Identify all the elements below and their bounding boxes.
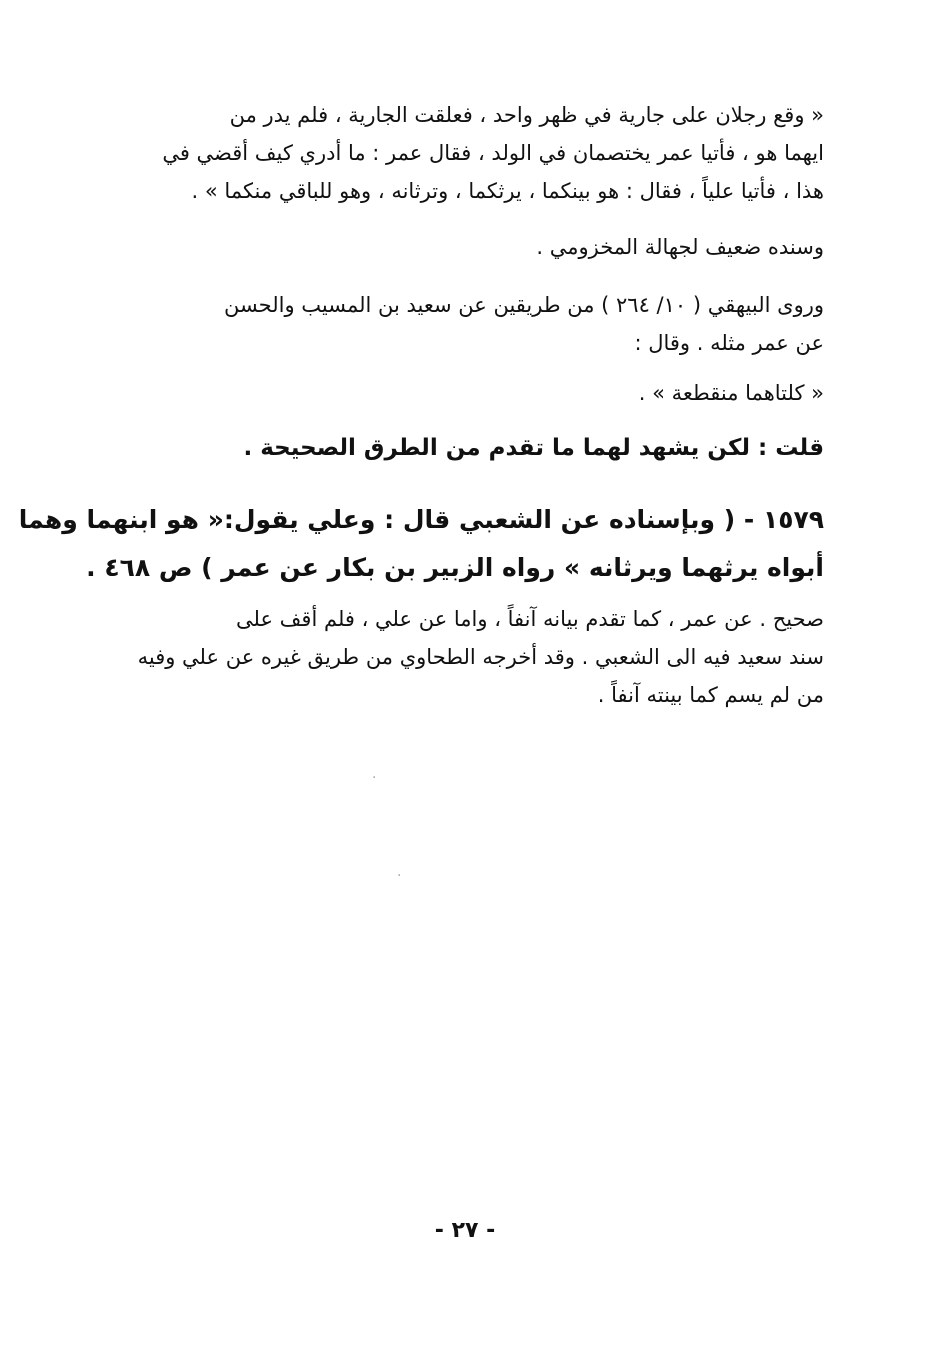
text-line: وروى البيهقي ( ١٠/ ٢٦٤ ) من طريقين عن سعيد بن المسيب والحسن (223, 293, 824, 317)
text-line: « كلتاهما منقطعة » . (638, 381, 824, 405)
text-line: وسنده ضعيف لجهالة المخزومي . (536, 235, 824, 259)
narration-paragraph (144, 96, 824, 210)
text-line: سند سعيد فيه الى الشعبي . وقد أخرجه الطحاوي من طريق غيره عن علي وفيه (137, 645, 824, 669)
text-line: قلت : لكن يشهد لهما ما تقدم من الطرق الصحيحة . (243, 435, 824, 461)
grading-paragraph (137, 600, 824, 714)
text-line: من لم يسم كما بينته آنفاً . (597, 683, 824, 707)
scan-speck: · (372, 770, 377, 786)
hadith-entry-1579 (18, 496, 824, 592)
hadith-line: ١٥٧٩ - ( وبإسناده عن الشعبي قال : وعلي يقول:« هو ابنهما وهما (18, 505, 824, 534)
author-comment-paragraph (144, 426, 824, 470)
isnad-note-paragraph (144, 228, 824, 266)
hadith-line: أبواه يرثهما ويرثانه » رواه الزبير بن بكار عن عمر ) ص ٤٦٨ . (86, 553, 824, 582)
text-line: عن عمر مثله . وقال : (634, 331, 824, 355)
text-line: « وقع رجلان على جارية في ظهر واحد ، فعلقت الجارية ، فلم يدر من (229, 103, 824, 127)
page-number: - ٢٧ - (434, 1218, 496, 1243)
scan-speck: · (397, 868, 402, 884)
text-line: صحيح . عن عمر ، كما تقدم بيانه آنفاً ، واما عن علي ، فلم أقف على (236, 607, 824, 631)
quote-paragraph (144, 374, 824, 412)
text-line: هذا ، فأتيا علياً ، فقال : هو بينكما ، يرثكما ، وترثانه ، وهو للباقي منكما » . (191, 179, 824, 203)
text-line: ايهما هو ، فأتيا عمر يختصمان في الولد ، فقال عمر : ما أدري كيف أقضي في (162, 141, 824, 165)
bayhaqi-reference-paragraph (144, 286, 824, 362)
